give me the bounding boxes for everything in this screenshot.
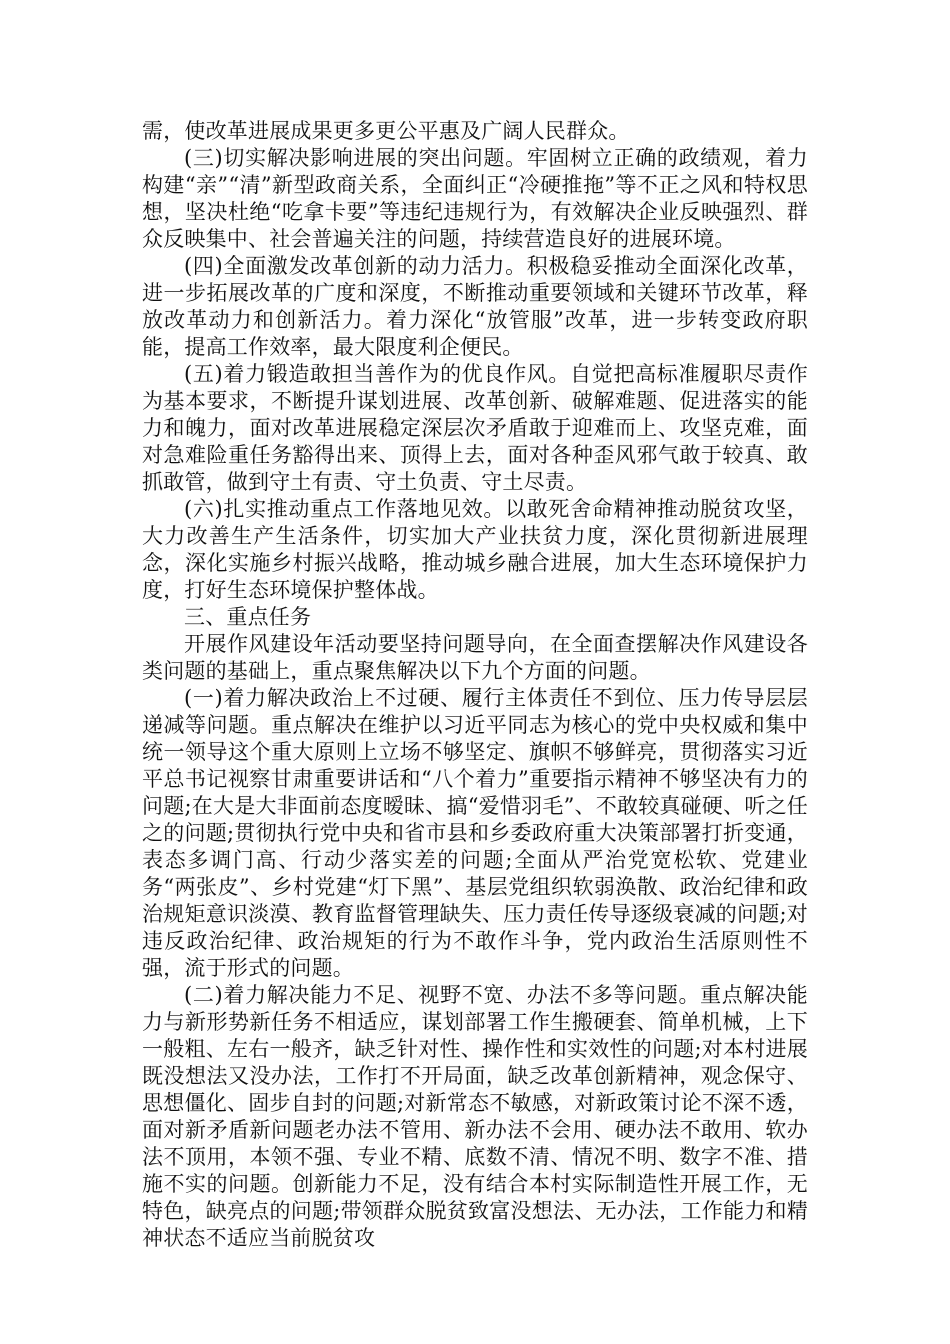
paragraph-item-5: (五)着力锻造敢担当善作为的优良作风。自觉把高标准履职尽责作为基本要求，不断提升谋划进展、改革创新、破解难题、促进落实的能力和魄力，面对改革进展稳定深层次矛盾敢于迎难而上、攻坚克难，面对急难险重任务豁得出来、顶得上去，面对各种歪风邪气敢于较真、敢抓敢管，做到守土有责、守土负责、守土尽责。: [142, 362, 808, 494]
paragraph-item-3: (三)切实解决影响进展的突出问题。牢固树立正确的政绩观，着力构建“亲”“清”新型政商关系，全面纠正“冷硬推拖”等不正之风和特权思想，坚决杜绝“吃拿卡要”等违纪违规行为，有效解决企业反映强烈、群众反映集中、社会普遍关注的问题，持续营造良好的进展环境。: [142, 146, 808, 251]
paragraph-task-1: (一)着力解决政治上不过硬、履行主体责任不到位、压力传导层层递减等问题。重点解决在维护以习近平同志为核心的党中央权威和集中统一领导这个重大原则上立场不够坚定、旗帜不够鲜亮，贯彻落实习近平总书记视察甘肃重要讲话和“八个着力”重要指示精神不够坚决有力的问题;在大是大非面前态度暧昧、搞“爱惜羽毛”、不敢较真碰硬、听之任之的问题;贯彻执行党中央和省市县和乡委政府重大决策部署打折变通，表态多调门高、行动少落实差的问题;全面从严治党宽松软、党建业务“两张皮”、乡村党建“灯下黑”、基层党组织软弱涣散、政治纪律和政治规矩意识淡漠、教育监督管理缺失、压力责任传导逐级衰减的问题;对违反政治纪律、政治规矩的行为不敢作斗争，党内政治生活原则性不强，流于形式的问题。: [142, 686, 808, 980]
section-heading: 三、重点任务: [184, 605, 312, 629]
paragraph-continuation: 需，使改革进展成果更多更公平惠及广阔人民群众。: [142, 119, 630, 143]
paragraph-item-6: (六)扎实推动重点工作落地见效。以敢死舍命精神推动脱贫攻坚，大力改善生产生活条件，切实加大产业扶贫力度，深化贯彻新进展理念，深化实施乡村振兴战略，推动城乡融合进展，加大生态环境保护力度，打好生态环境保护整体战。: [142, 497, 808, 602]
paragraph-item-4: (四)全面激发改革创新的动力活力。积极稳妥推动全面深化改革，进一步拓展改革的广度和深度，不断推动重要领域和关键环节改革，释放改革动力和创新活力。着力深化“放管服”改革，进一步转变政府职能，提高工作效率，最大限度利企便民。: [142, 254, 808, 359]
paragraph-task-2: (二)着力解决能力不足、视野不宽、办法不多等问题。重点解决能力与新形势新任务不相适应，谋划部署工作生搬硬套、简单机械，上下一般粗、左右一般齐，缺乏针对性、操作性和实效性的问题;对本村进展既没想法又没办法，工作打不开局面，缺乏改革创新精神，观念保守、思想僵化、固步自封的问题;对新常态不敏感，对新政策讨论不深不透，面对新矛盾新问题老办法不管用、新办法不会用、硬办法不敢用、软办法不顶用，本领不强、专业不精、底数不清、情况不明、数字不准、措施不实的问题。创新能力不足，没有结合本村实际制造性开展工作，无特色，缺亮点的问题;带领群众脱贫致富没想法、无办法，工作能力和精神状态不适应当前脱贫攻: [142, 983, 808, 1250]
document-body: [142, 118, 808, 1252]
paragraph-intro: 开展作风建设年活动要坚持问题导向，在全面查摆解决作风建设各类问题的基础上，重点聚焦解决以下九个方面的问题。: [142, 632, 808, 683]
